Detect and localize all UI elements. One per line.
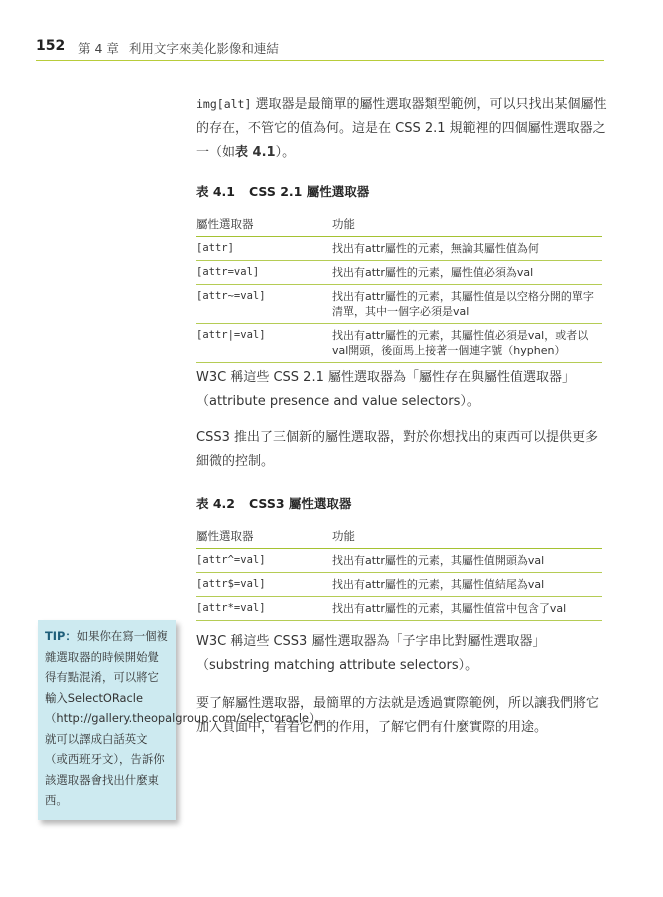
table-cell-selector: [attr|=val] [196, 324, 332, 363]
table-row [196, 549, 602, 573]
table-cell-function: 找出有attr屬性的元素，屬性值必須為val [332, 261, 602, 285]
table1-caption-title: CSS 2.1 屬性選取器 [249, 184, 370, 199]
table-row [196, 261, 602, 285]
intro-text-b: ）。 [275, 145, 296, 160]
table2-header-selector: 屬性選取器 [196, 526, 332, 549]
table-cell-function: 找出有attr屬性的元素，無論其屬性值為何 [332, 237, 602, 261]
chapter-heading [78, 39, 279, 57]
table-cell-function: 找出有attr屬性的元素，其屬性值結尾為val [332, 573, 602, 597]
substring-paragraph: W3C 稱這些 CSS3 屬性選取器為「子字串比對屬性選取器」（substring matching attribute selectors）。 [196, 634, 546, 673]
table-row [196, 573, 602, 597]
table2-caption-num: 表 4.2 [196, 496, 235, 511]
table-cell-selector: [attr^=val] [196, 549, 332, 573]
table1 [196, 214, 602, 363]
table1-header-function: 功能 [332, 214, 602, 237]
table-cell-function: 找出有attr屬性的元素，其屬性值開頭為val [332, 549, 602, 573]
intro-table-ref: 表 4.1 [235, 145, 276, 160]
table1-header-row [196, 214, 602, 237]
table2-caption [196, 494, 351, 512]
table-cell-selector: [attr] [196, 237, 332, 261]
table1-header-selector: 屬性選取器 [196, 214, 332, 237]
table-row [196, 237, 602, 261]
page-header [36, 36, 604, 61]
chapter-label: 第 4 章 [78, 41, 119, 56]
table-cell-selector: [attr*=val] [196, 597, 332, 621]
intro-text-a: 選取器是最簡單的屬性選取器類型範例，可以只找出某個屬性的存在，不管它的值為何。這是在 CSS 2.1 規範裡的四個屬性選取器之一（如 [196, 97, 607, 160]
table-cell-selector: [attr$=val] [196, 573, 332, 597]
tip-label: TIP： [45, 629, 77, 643]
intro-paragraph [196, 92, 608, 165]
css3-paragraph: CSS3 推出了三個新的屬性選取器，對於你想找出的東西可以提供更多細微的控制。 [196, 430, 598, 469]
table2-header-function: 功能 [332, 526, 602, 549]
final-paragraph: 要了解屬性選取器，最簡單的方法就是透過實際範例，所以讓我們將它加入頁面中，看看它們的作用，了解它們有什麼實際的用途。 [196, 696, 600, 735]
table-cell-function: 找出有attr屬性的元素，其屬性值是以空格分開的單字清單，其中一個字必須是val [332, 285, 602, 324]
chapter-title: 利用文字來美化影像和連結 [128, 41, 279, 56]
page-number: 152 [36, 38, 66, 54]
table1-caption-num: 表 4.1 [196, 184, 235, 199]
table-cell-function: 找出有attr屬性的元素，其屬性值當中包含了val [332, 597, 602, 621]
tip-box [38, 620, 327, 820]
table2-header-row [196, 526, 602, 549]
table2-caption-title: CSS3 屬性選取器 [249, 496, 352, 511]
table2 [196, 526, 602, 621]
table-row [196, 597, 602, 621]
table-row [196, 324, 602, 363]
table1-caption [196, 182, 369, 200]
table-cell-selector: [attr~=val] [196, 285, 332, 324]
w3c-paragraph: W3C 稱這些 CSS 2.1 屬性選取器為「屬性存在與屬性值選取器」（attribute presence and value selectors）。 [196, 370, 575, 409]
tip-text: 如果你在寫一個複雜選取器的時候開始覺得有點混淆，可以將它輸入SelectORacle（http://gallery.theopalgroup.com/selectoracle），就可以譯成白話英文（或西班牙文），告訴你該選取器會找出什麼東西。 [45, 629, 327, 807]
table-cell-selector: [attr=val] [196, 261, 332, 285]
table-cell-function: 找出有attr屬性的元素，其屬性值必須是val，或者以val開頭，後面馬上接著一個連字號（hyphen） [332, 324, 602, 363]
table-row [196, 285, 602, 324]
intro-code: img[alt] [196, 97, 252, 111]
